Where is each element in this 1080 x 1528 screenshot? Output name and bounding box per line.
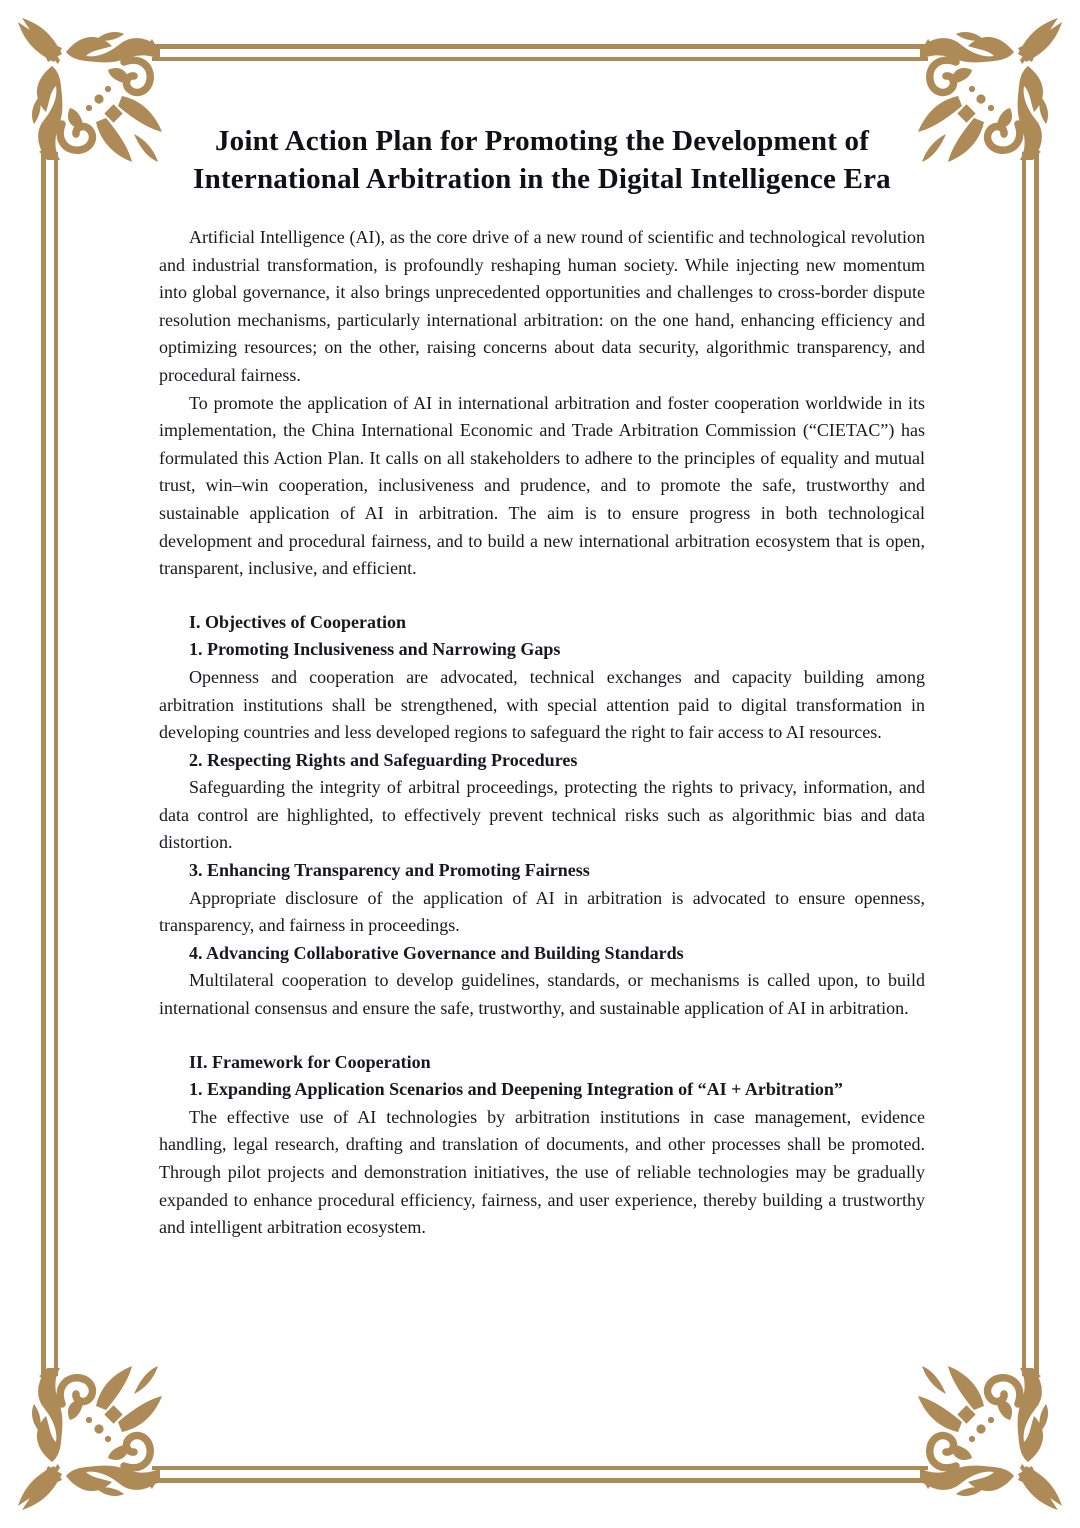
paragraph-objective-3: Appropriate disclosure of the application of AI in arbitration is advocated to ensure openness, transparency, and fairness in proceedings.	[159, 887, 925, 936]
heading-section-2-framework: II. Framework for Cooperation	[189, 1051, 431, 1072]
paragraph-objective-4: Multilateral cooperation to develop guidelines, standards, or mechanisms is called upon, to build international consensus and ensure the safe, trustworthy, and sustainable application of AI in arbitration.	[159, 970, 925, 1019]
corner-top-right	[918, 18, 1062, 162]
document-title	[159, 122, 925, 198]
title-line-2: International Arbitration in the Digital Intelligence Era	[193, 163, 891, 195]
paragraph-objective-1: Openness and cooperation are advocated, technical exchanges and capacity building among arbitration institutions shall be strengthened, with special attention paid to digital transformation in developing countries and less developed regions to safeguard the right to fair access to AI resources.	[159, 666, 925, 743]
title-line-1: Joint Action Plan for Promoting the Development of	[214, 125, 870, 157]
corner-bottom-right	[918, 1366, 1062, 1510]
paragraph-intro-ai: Artificial Intelligence (AI), as the core drive of a new round of scientific and technological revolution and industrial transformation, is profoundly reshaping human society. While injecting new momentum into global governance, it also brings unprecedented opportunities and challenges to cross-border dispute resolution mechanisms, particularly international arbitration: on the one hand, enhancing efficiency and optimizing resources; on the other, raising concerns about data security, algorithmic transparency, and procedural fairness.	[159, 227, 925, 385]
heading-objective-3: 3. Enhancing Transparency and Promoting Fairness	[189, 860, 590, 881]
heading-framework-1: 1. Expanding Application Scenarios and Deepening Integration of “AI + Arbitration”	[189, 1079, 843, 1100]
heading-objective-1: 1. Promoting Inclusiveness and Narrowing Gaps	[189, 639, 561, 660]
heading-objective-4: 4. Advancing Collaborative Governance and Building Standards	[189, 942, 684, 963]
document-content	[159, 122, 925, 1242]
heading-section-1-objectives: I. Objectives of Cooperation	[189, 611, 406, 632]
corner-bottom-left	[18, 1366, 162, 1510]
paragraph-framework-1: The effective use of AI technologies by arbitration institutions in case management, evidence handling, legal research, drafting and translation of documents, and other processes shall be promoted. Through pilot projects and demonstration initiatives, the use of reliable technologies may be gradually expanded to enhance procedural efficiency, fairness, and user experience, thereby building a trustworthy and intelligent arbitration ecosystem.	[159, 1106, 925, 1238]
paragraph-objective-2: Safeguarding the integrity of arbitral proceedings, protecting the rights to privacy, information, and data control are highlighted, to effectively prevent technical risks such as algorithmic bias and data distortion.	[159, 777, 925, 853]
corner-top-left	[18, 18, 162, 162]
paragraph-intro-cietac: To promote the application of AI in international arbitration and foster cooperation worldwide in its implementation, the China International Economic and Trade Arbitration Commission (“CIETAC”) has formulated this Action Plan. It calls on all stakeholders to adhere to the principles of equality and mutual trust, win–win cooperation, inclusiveness and prudence, and to promote the safe, trustworthy and sustainable application of AI in arbitration. The aim is to ensure progress in both technological development and procedural fairness, and to build a new international arbitration ecosystem that is open, transparent, inclusive, and efficient.	[159, 392, 925, 579]
heading-objective-2: 2. Respecting Rights and Safeguarding Procedures	[189, 749, 578, 770]
